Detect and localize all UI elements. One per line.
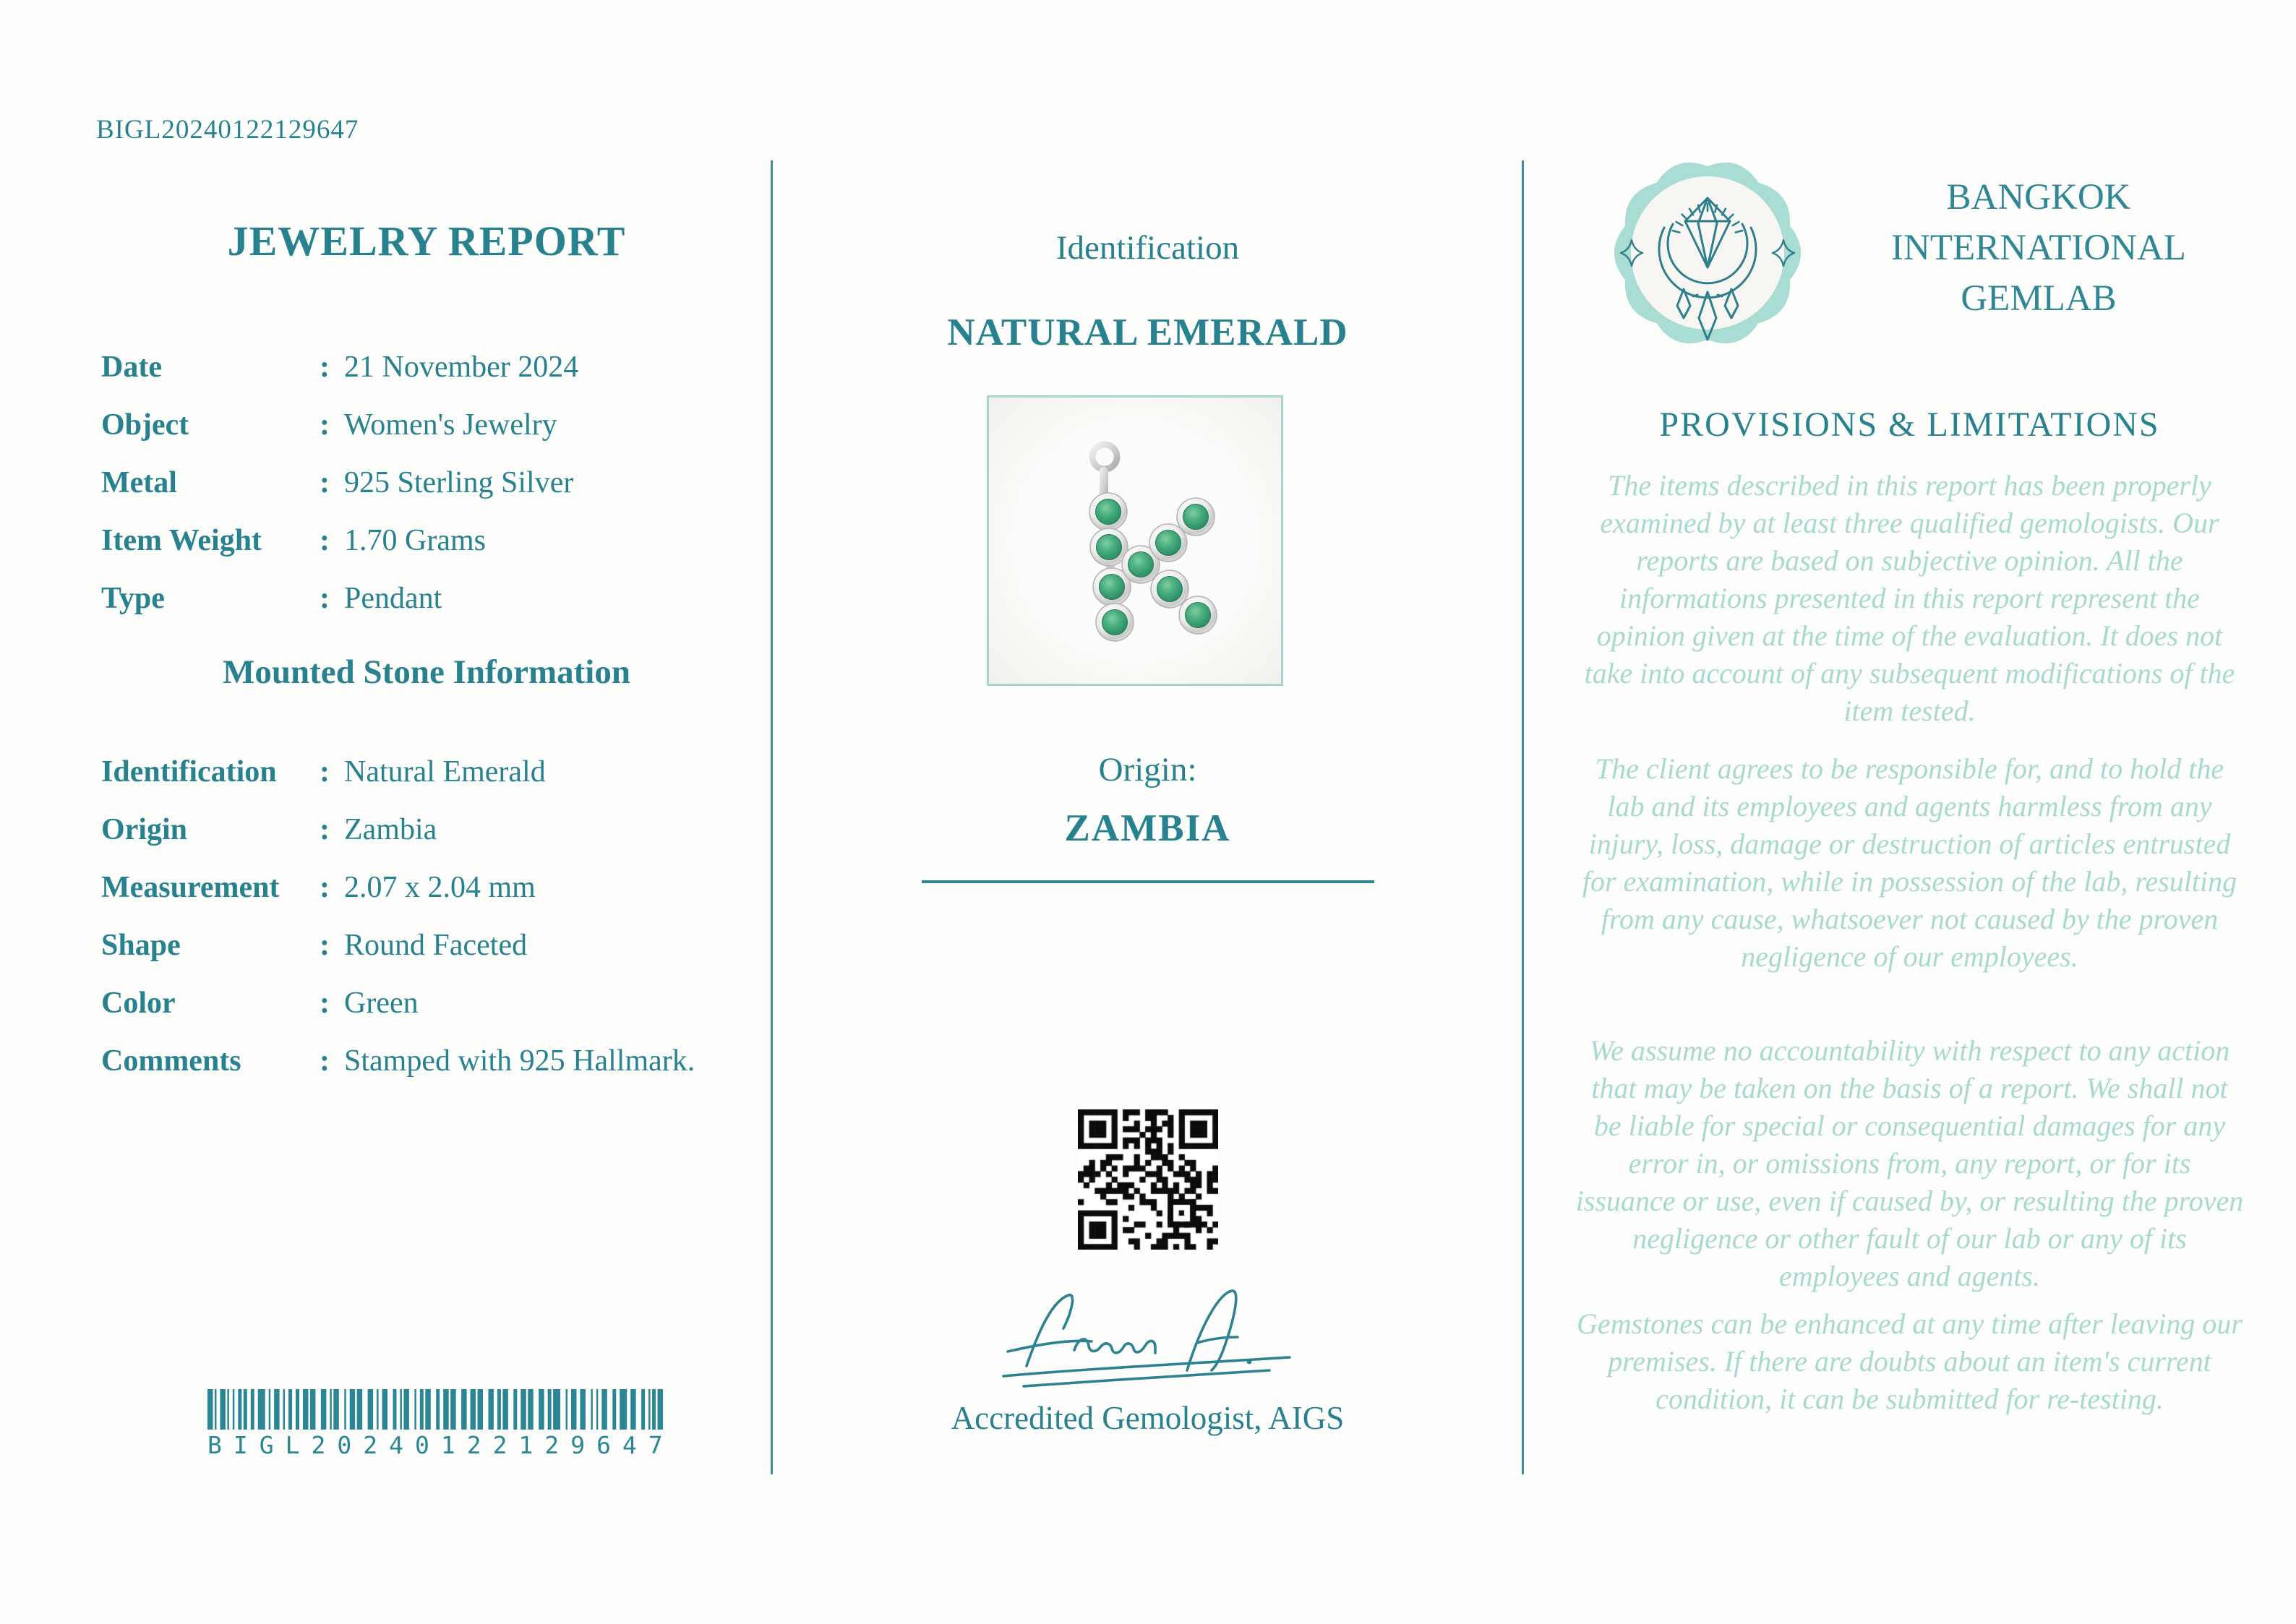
lab-name-line: GEMLAB xyxy=(1961,278,2117,319)
lab-name-line: BANGKOK xyxy=(1946,177,2131,218)
stone-section-title: Mounted Stone Information xyxy=(222,653,631,691)
field-colon: : xyxy=(320,466,330,499)
field-label: Shape xyxy=(101,929,181,962)
gemologist-signature xyxy=(982,1281,1314,1395)
field-colon: : xyxy=(320,813,330,846)
field-label: Origin xyxy=(101,813,188,846)
page-title: JEWELRY REPORT xyxy=(227,218,626,265)
field-value: Round Faceted xyxy=(344,929,528,962)
field-value: 1.70 Grams xyxy=(344,524,486,557)
field-label: Identification xyxy=(101,755,277,789)
field-label: Metal xyxy=(101,466,177,499)
emerald-k-pendant-image xyxy=(989,398,1281,684)
provisions-paragraph: The items described in this report has been properly examined by at least three qualified gemologists. Our reports are based on subjective opinion. All the informations presented in this report represent the opinion given at the time of the evaluation. It does not take into account of any subsequent modifications of the item tested. xyxy=(1584,469,2235,727)
lab-column xyxy=(1523,0,2296,1624)
origin-label: Origin: xyxy=(1098,751,1197,789)
item-fields xyxy=(101,338,766,627)
origin-value: ZAMBIA xyxy=(1064,807,1231,849)
field-row-identification xyxy=(101,743,766,801)
field-label: Date xyxy=(101,351,162,384)
field-value: Stamped with 925 Hallmark. xyxy=(344,1044,695,1078)
identification-result: NATURAL EMERALD xyxy=(947,312,1348,353)
stone-fields xyxy=(101,743,766,1090)
field-colon: : xyxy=(320,524,330,557)
provisions-title: PROVISIONS & LIMITATIONS xyxy=(1659,405,2160,444)
field-value: 925 Sterling Silver xyxy=(344,466,574,499)
field-colon: : xyxy=(320,871,330,904)
identification-column xyxy=(772,0,1523,1624)
field-value: Green xyxy=(344,987,419,1020)
field-value: Women's Jewelry xyxy=(344,408,557,442)
barcode-bars xyxy=(207,1389,663,1430)
barcode xyxy=(207,1389,663,1459)
field-row-shape xyxy=(101,916,766,974)
field-label: Color xyxy=(101,987,176,1020)
field-value: Pendant xyxy=(344,582,442,615)
field-colon: : xyxy=(320,987,330,1020)
field-value: Zambia xyxy=(344,813,437,846)
field-colon: : xyxy=(320,755,330,789)
lab-name xyxy=(1825,172,2252,324)
provisions-paragraph: We assume no accountability with respect to any action that may be taken on the basis of a report. We shall not be liable for special or consequential damages for any error in, or omissions from, any report, or for its issuance or use, even if caused by, or resulting the proven negligence or other fault of our lab or any of its employees and agents. xyxy=(1575,1034,2244,1292)
field-value: 21 November 2024 xyxy=(344,351,579,384)
report-number: BIGL20240122129647 xyxy=(96,115,359,145)
field-label: Item Weight xyxy=(101,524,262,557)
qr-code xyxy=(1078,1109,1218,1250)
provisions-paragraph: Gemstones can be enhanced at any time after leaving our premises. If there are doubts about an item's current condition, it can be submitted for re-testing. xyxy=(1577,1307,2243,1415)
jewelry-photo xyxy=(987,395,1283,686)
field-label: Type xyxy=(101,582,165,615)
signer-title: Accredited Gemologist, AIGS xyxy=(951,1400,1345,1436)
field-colon: : xyxy=(320,1044,330,1078)
field-value: Natural Emerald xyxy=(344,755,546,789)
pendant-bail xyxy=(1092,444,1117,469)
field-row-metal xyxy=(101,454,766,512)
field-colon: : xyxy=(320,351,330,384)
field-row-comments xyxy=(101,1032,766,1090)
field-row-measurement xyxy=(101,859,766,916)
identification-section-label: Identification xyxy=(1055,229,1240,267)
field-colon: : xyxy=(320,582,330,615)
field-colon: : xyxy=(320,408,330,442)
field-label: Object xyxy=(101,408,189,442)
field-row-item-weight xyxy=(101,512,766,570)
field-label: Comments xyxy=(101,1044,241,1078)
field-row-origin xyxy=(101,801,766,859)
provisions-paragraph: The client agrees to be responsible for, and to hold the lab and its employees and agents harmless from any injury, loss, damage or destruction of articles entrusted for examination, while in possession of the lab, resulting from any cause, whatsoever not caused by the proven negligence of our employees. xyxy=(1582,752,2237,973)
field-colon: : xyxy=(320,929,330,962)
field-row-object xyxy=(101,396,766,454)
gemlab-logo xyxy=(1603,155,1812,357)
field-value: 2.07 x 2.04 mm xyxy=(344,871,536,904)
field-row-date xyxy=(101,338,766,396)
field-row-color xyxy=(101,974,766,1032)
lab-name-line: INTERNATIONAL xyxy=(1891,228,2186,268)
origin-underline xyxy=(922,880,1374,883)
field-label: Measurement xyxy=(101,871,280,904)
field-row-type xyxy=(101,570,766,627)
barcode-text: B I G L 2 0 2 4 0 1 2 2 1 2 9 6 4 7 xyxy=(207,1431,663,1459)
